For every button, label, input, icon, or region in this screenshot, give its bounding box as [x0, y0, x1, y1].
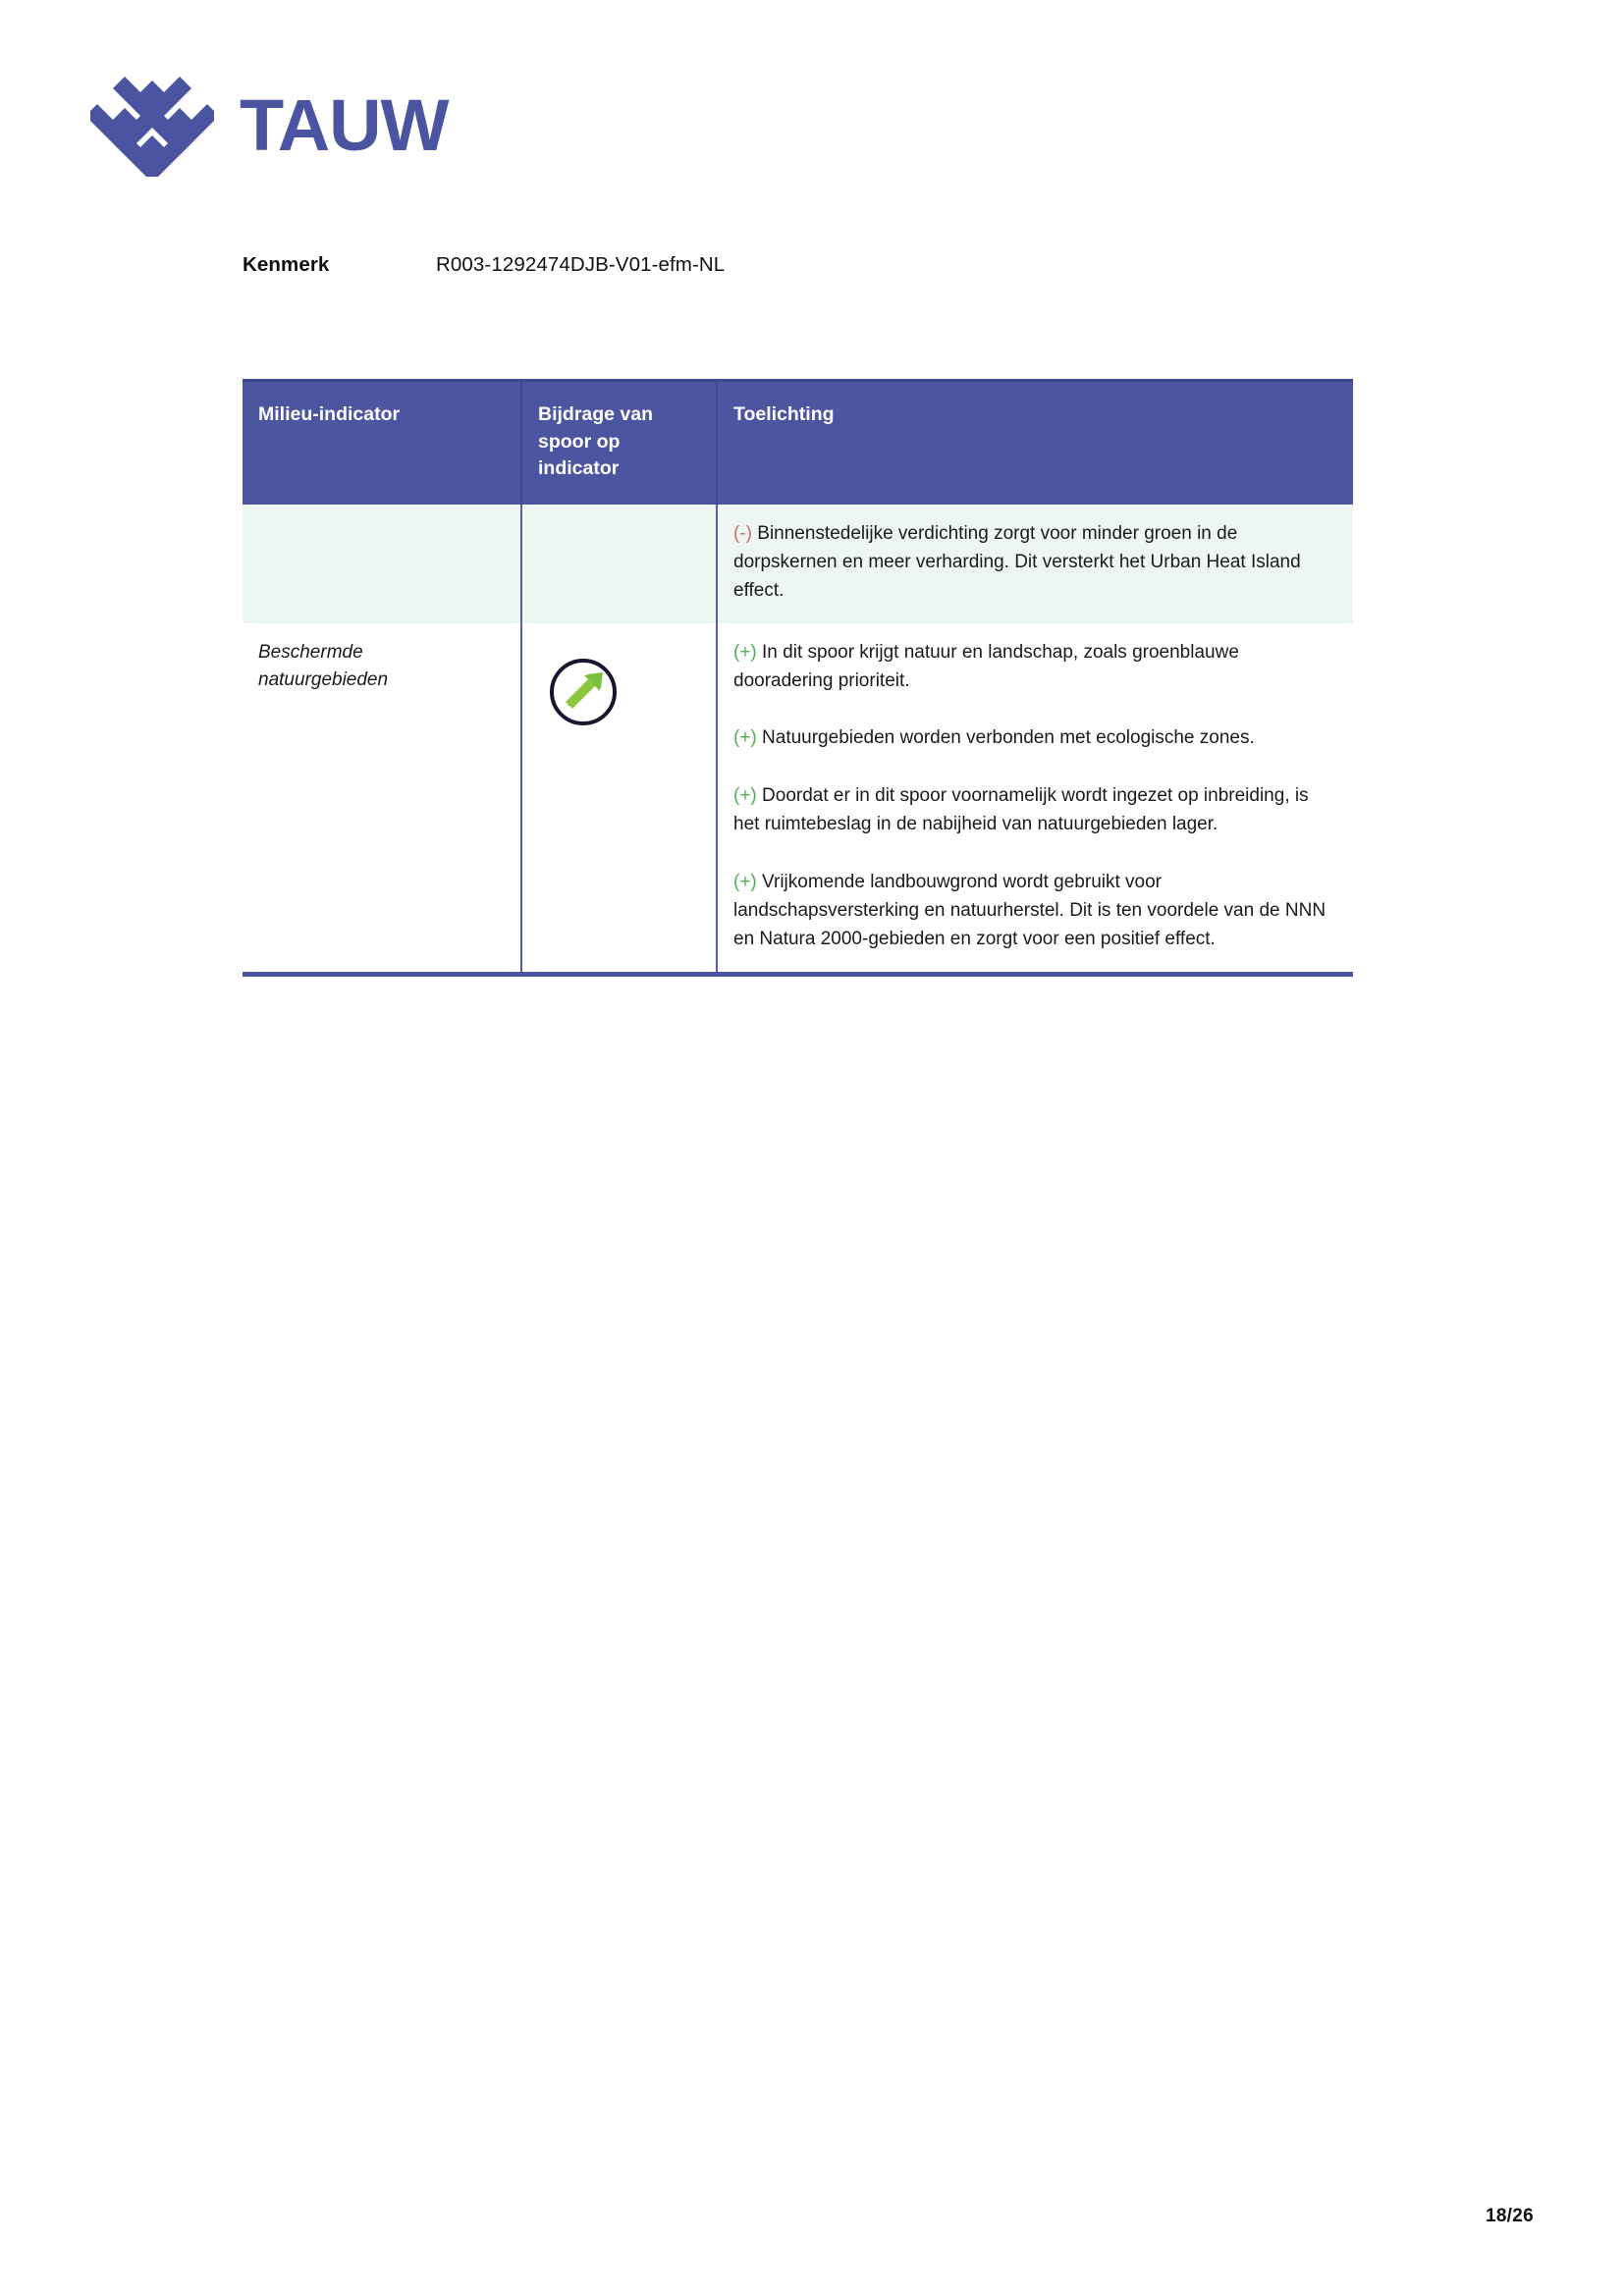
- column-header-toelichting: Toelichting: [717, 381, 1353, 506]
- explanation-text: Natuurgebieden worden verbonden met ecologische zones.: [762, 727, 1255, 749]
- kenmerk-row: [243, 253, 725, 277]
- indicator-label-line1: Beschermde: [258, 641, 363, 663]
- cell-indicator: [243, 623, 521, 975]
- indicator-label-line2: natuurgebieden: [258, 669, 389, 691]
- sign-positive: (+): [733, 785, 757, 807]
- explanation-item: [733, 782, 1337, 839]
- column-header-bijdrage-line3: indicator: [538, 457, 620, 480]
- sign-positive: (+): [733, 727, 757, 749]
- indicator-label: [258, 639, 505, 695]
- table-header-row: [243, 381, 1353, 506]
- cell-toelichting: [717, 623, 1353, 975]
- explanation-item: [733, 520, 1337, 606]
- cell-toelichting: [717, 505, 1353, 623]
- column-header-bijdrage-line1: Bijdrage van: [538, 403, 654, 425]
- table-row: [243, 623, 1353, 975]
- column-header-bijdrage: [521, 381, 717, 506]
- table-body: [243, 505, 1353, 974]
- cell-indicator: [243, 505, 521, 623]
- tauw-logo-mark: [90, 71, 214, 177]
- column-header-milieu-indicator: Milieu-indicator: [243, 381, 521, 506]
- explanation-item: [733, 869, 1337, 954]
- page-number: 18/26: [1485, 2206, 1534, 2226]
- explanation-item: [733, 639, 1337, 696]
- tauw-logo: [90, 71, 448, 177]
- cell-contribution: [521, 623, 717, 975]
- tauw-wordmark: TAUW: [240, 84, 449, 166]
- sign-positive: (+): [733, 641, 757, 663]
- column-header-bijdrage-line2: spoor op: [538, 430, 621, 453]
- table-row: [243, 505, 1353, 623]
- sign-negative: (-): [733, 523, 752, 545]
- sign-positive: (+): [733, 872, 757, 893]
- explanation-text: In dit spoor krijgt natuur en landschap, zoals groenblauwe dooradering prioriteit.: [733, 641, 1239, 691]
- table-header: [243, 381, 1353, 506]
- contribution-icon-wrap: [538, 639, 700, 727]
- cell-contribution: [521, 505, 717, 623]
- milieu-indicator-table: [243, 379, 1353, 977]
- explanation-text: Binnenstedelijke verdichting zorgt voor minder groen in de dorpskernen en meer verharding. Dit versterkt het Urban Heat Island effect.: [733, 523, 1301, 601]
- explanation-item: [733, 724, 1337, 753]
- explanation-text: Doordat er in dit spoor voornamelijk wordt ingezet op inbreiding, is het ruimtebeslag in de nabijheid van natuurgebieden lager.: [733, 785, 1309, 835]
- kenmerk-value: R003-1292474DJB-V01-efm-NL: [436, 253, 726, 276]
- arrow-up-right-circle-icon: [548, 657, 619, 727]
- explanation-text: Vrijkomende landbouwgrond wordt gebruikt voor landschapsversterking en natuurherstel. Dit is ten voordele van de NNN en Natura 2000-gebieden en zorgt voor een positief effect.: [733, 872, 1326, 949]
- kenmerk-label: Kenmerk: [243, 253, 330, 276]
